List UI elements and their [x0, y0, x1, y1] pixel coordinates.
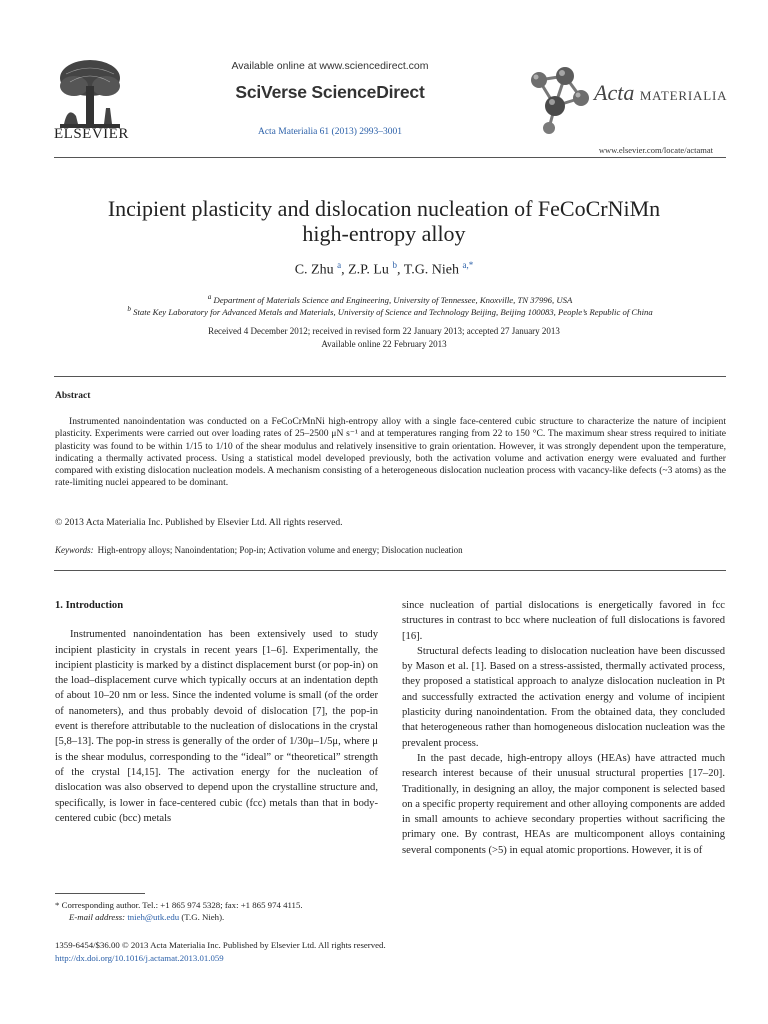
keywords-label: Keywords:	[55, 545, 94, 555]
abstract-text: Instrumented nanoindentation was conducted on a FeCoCrMnNi high-entropy alloy with a single face-centered cubic structure to characterize the nature of incipient plasticity. Experiments were carried out over loading rates of 25–2500 μN s⁻¹ and at temperatures ranging from 22 to 150 °C. The maximum shear stress required to initiate plasticity was found to be within 1/15 to 1/10 of the shear modulus and relatively insensitive to grain orientation. However, it was strongly dependent upon the temperature, indicating a thermally activated process. Using a statistical model developed previously, both the activation volume and activation energy were evaluated and further compared with existing dislocation nucleation models. A mechanism consisting of a heterogeneous dislocation nucleation process with vacancy-like defects (~3 atoms) as the rate-limiting nuclei appeared to be dominant.	[55, 416, 726, 489]
keywords	[55, 545, 726, 555]
affiliation-a-mark: a	[207, 293, 212, 301]
author-name: C. Zhu	[294, 262, 334, 278]
acta-materialia-molecule-logo	[525, 66, 595, 136]
publisher-wordmark: ELSEVIER	[54, 126, 129, 142]
keywords-list: High-entropy alloys; Nanoindentation; Pop-in; Activation volume and energy; Dislocation nucleation	[97, 545, 463, 555]
email-suffix: (T.G. Nieh).	[181, 912, 225, 922]
author-name: Z.P. Lu	[348, 262, 389, 278]
corresponding-author-footnote	[55, 899, 385, 923]
body-paragraph: In the past decade, high-entropy alloys (HEAs) have attracted much research interest because of their unusual structural properties [17–20]. Traditionally, in designing an alloy, the major component is selected based on a specific property requirement and other alloying components are added in small amounts to achieve secondary properties without sacrificing the primary one. By contrast, HEAs are multicomponent alloys containing several components (>5) in equal atomic proportions. However, it is of	[402, 752, 725, 856]
author-affiliation-mark[interactable]: a	[337, 260, 342, 270]
journal-url[interactable]: www.elsevier.com/locate/actamat	[598, 145, 713, 155]
available-online-date: Available online 22 February 2013	[321, 339, 447, 349]
article-title-line-2: high-entropy alloy	[302, 221, 466, 246]
email-label: E-mail address:	[69, 912, 126, 922]
abstract-copyright: © 2013 Acta Materialia Inc. Published by Elsevier Ltd. All rights reserved.	[55, 517, 343, 528]
author-affiliation-mark[interactable]: a,*	[462, 260, 474, 270]
journal-logo-text-acta: Acta	[594, 80, 635, 105]
author-affiliation-mark[interactable]: b	[392, 260, 397, 270]
affiliation-b-text: State Key Laboratory for Advanced Metals and Materials, University of Science and Technology Beijing, Beijing 100083, People’s Republic of China	[133, 306, 653, 317]
header-divider	[54, 157, 726, 158]
footnote-email-line	[55, 911, 385, 923]
email-link[interactable]: tnieh@utk.edu	[127, 912, 180, 922]
footnote-contact: * Corresponding author. Tel.: +1 865 974 5328; fax: +1 865 974 4115.	[55, 900, 303, 910]
journal-reference-link[interactable]: Acta Materialia 61 (2013) 2993–3001	[257, 127, 403, 137]
footnote-divider	[55, 893, 145, 894]
article-title	[60, 196, 708, 246]
author-list: C. Zhu $^a$, Z.P. Lu $^b$, T.G. Nieh $^{a,*}$	[294, 260, 474, 278]
abstract-heading: Abstract	[55, 391, 91, 401]
affiliation-a-text: Department of Materials Science and Engineering, University of Tennessee, Knoxville, TN 37996, USA	[213, 294, 573, 305]
journal-logo-text	[594, 80, 727, 106]
body-column-left	[55, 598, 378, 826]
affiliation-b	[55, 305, 725, 317]
article-history: Received 4 December 2012; received in revised form 22 January 2013; accepted 27 January 2013	[208, 326, 560, 336]
section-heading: 1. Introduction	[55, 600, 124, 611]
body-paragraph: since nucleation of partial dislocations is energetically favored in fcc structures in contrast to bcc where nucleation of full dislocations is favored [16].	[402, 600, 725, 642]
platform-name: SciVerse ScienceDirect	[235, 82, 425, 102]
abstract-divider	[54, 570, 726, 571]
doi-link[interactable]: http://dx.doi.org/10.1016/j.actamat.2013.01.059	[55, 953, 224, 963]
article-title-line-1: Incipient plasticity and dislocation nucleation of FeCoCrNiMn	[107, 196, 661, 221]
available-online-text: Available online at www.sciencedirect.com	[231, 60, 429, 72]
issn-copyright-line: 1359-6454/$36.00 © 2013 Acta Materialia Inc. Published by Elsevier Ltd. All rights reserved.	[55, 940, 386, 950]
body-paragraph: Instrumented nanoindentation has been extensively used to study incipient plasticity in crystals in recent years [1–6]. Experimentally, the incipient plasticity is marked by a distinct displacement burst (or pop-in) on the load–displacement curve which typically occurs at an indentation depth of about 10–20 nm or less. Since the indented volume is small (of the order of nanometers), and thus probably devoid of dislocation [7], the pop-in event is therefore attributable to the nucleation of dislocations in the crystal [5,8–13]. The pop-in stress is generally of the order of 1/30μ–1/5μ, where μ is the shear modulus, corresponding to the “ideal” or “theoretical” strength of the crystal [14,15]. The activation energy for the nucleation of dislocation was also observed to depend upon the crystalline structure and, specifically, is lower in face-centered cubic (fcc) metals than that in body-centered cubic (bcc) metals	[55, 629, 378, 824]
author-name: T.G. Nieh	[403, 262, 460, 278]
title-divider	[54, 376, 726, 377]
affiliation-b-mark: b	[127, 305, 131, 313]
journal-logo-text-materialia: MATERIALIA	[639, 88, 728, 103]
body-column-right	[402, 598, 725, 858]
affiliation-a	[55, 293, 725, 305]
body-paragraph: Structural defects leading to dislocation nucleation have been discussed by Mason et al. [1]. Based on a stress-assisted, thermally activated process, they proposed a statistical approach to analyze dislocation nucleation in Pt and successfully extracted the activation energy and volume of incipient plasticity during nanoindentation. From the obtained data, they concluded that heterogeneous rather than homogeneous dislocation nucleation was the prevalent process.	[402, 645, 725, 749]
